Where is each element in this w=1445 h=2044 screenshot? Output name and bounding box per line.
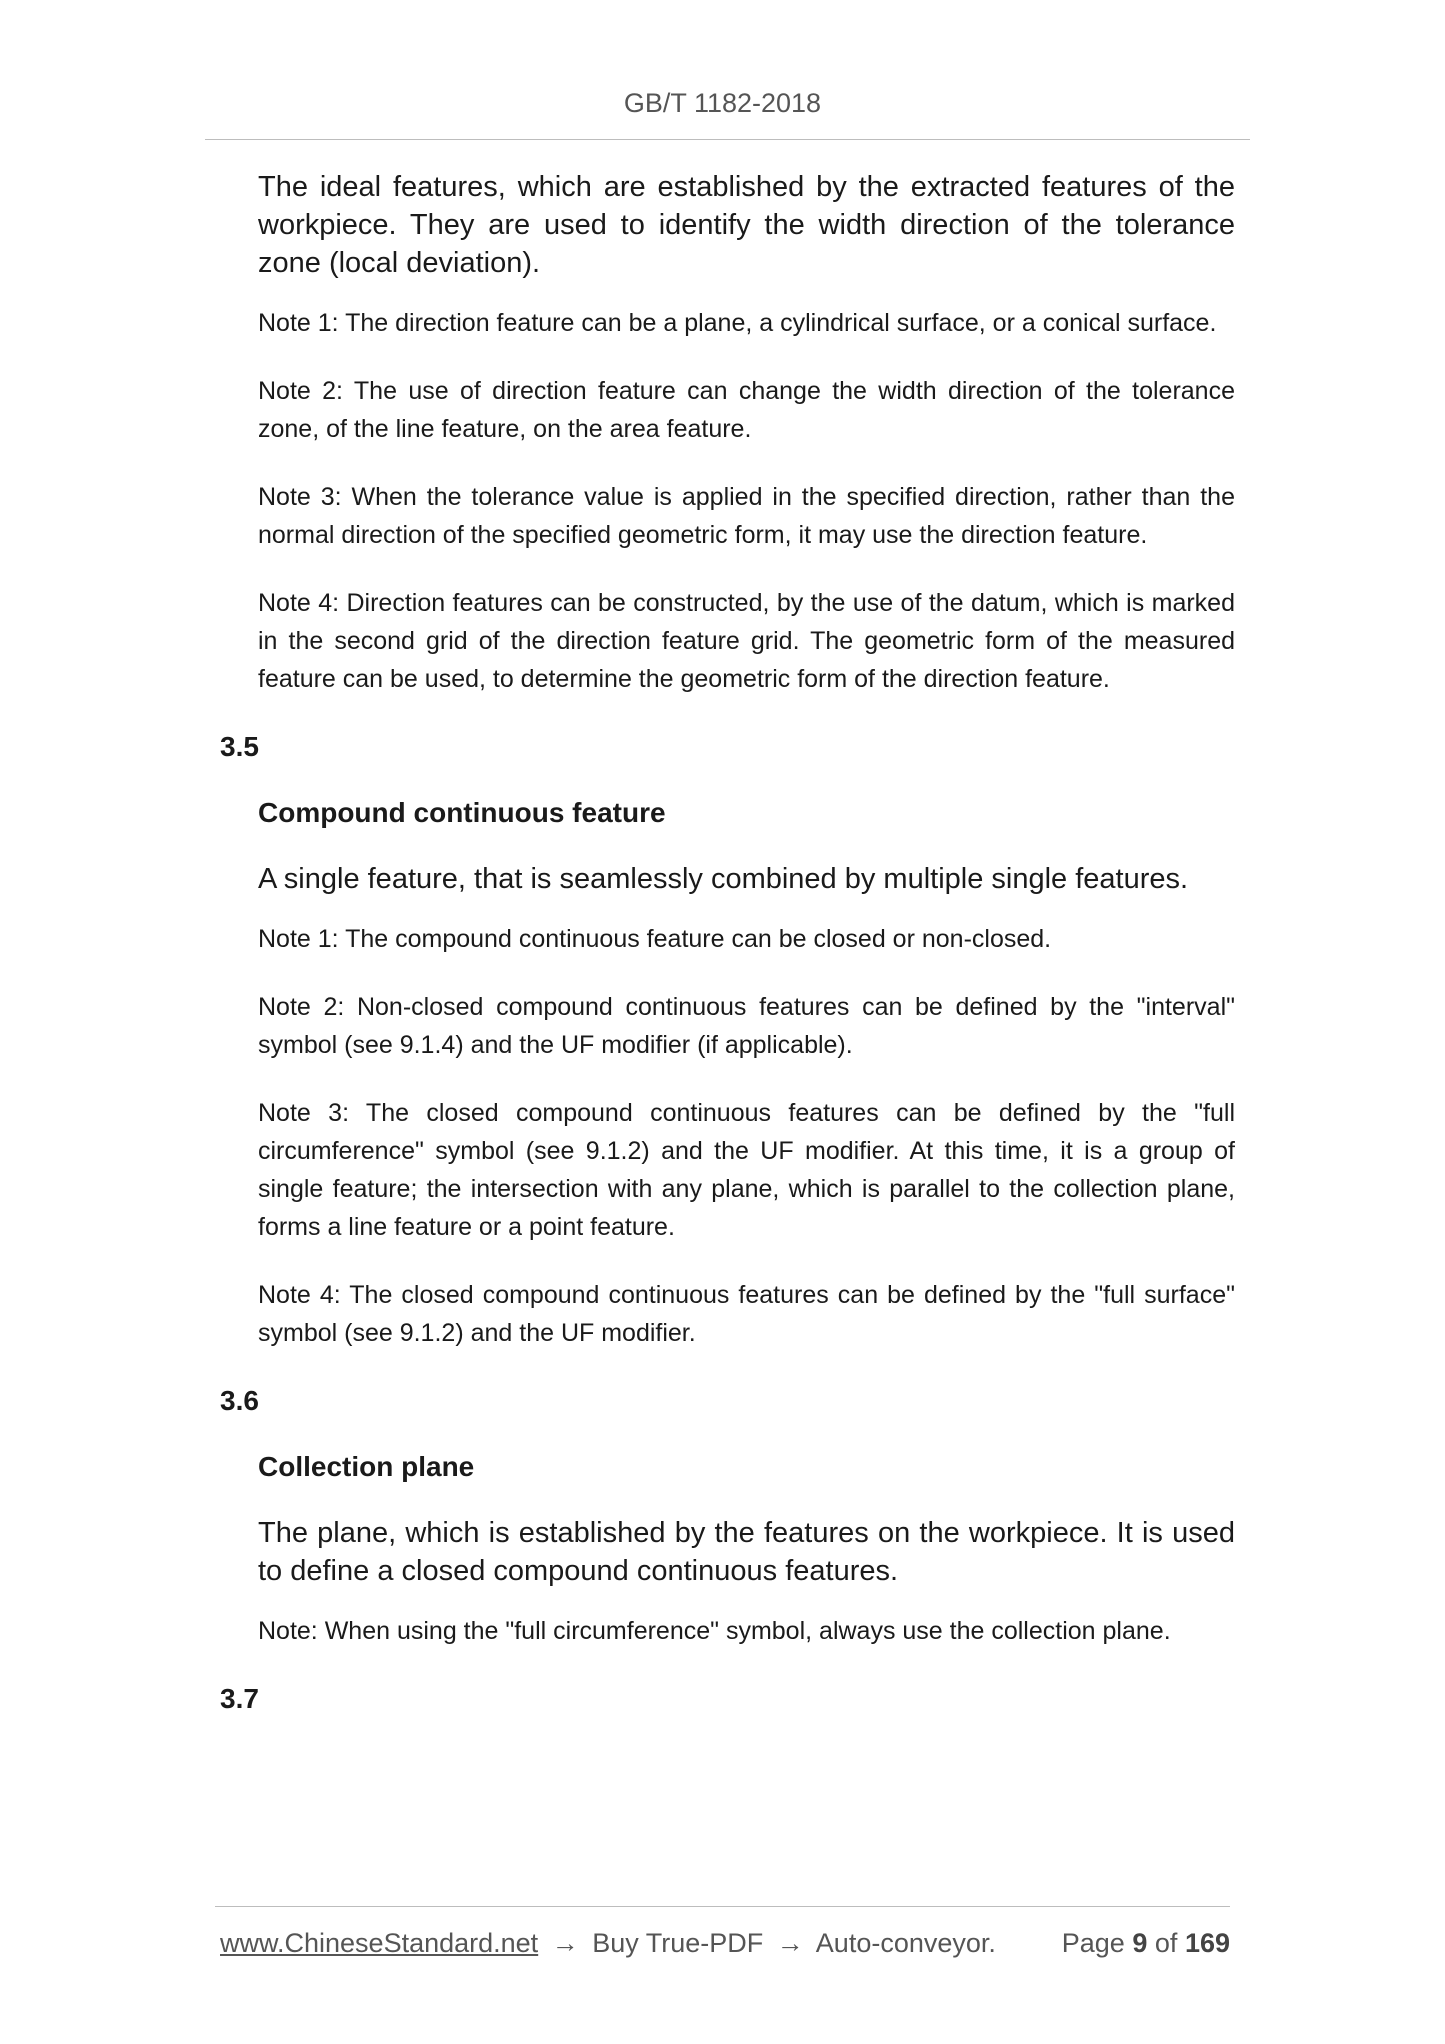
compound-note-3: Note 3: The closed compound continuous features can be defined by the "full circumference" symbol (see 9.1.2) and the UF modifier. At this time, it is a group of single feature; the intersection with any plane, which is parallel to the collection plane, forms a line feature or a point feature. bbox=[258, 1099, 1235, 1241]
intro-note-1: Note 1: The direction feature can be a plane, a cylindrical surface, or a conical surface. bbox=[258, 309, 1217, 337]
page-indicator bbox=[1062, 1925, 1230, 1961]
collection-plane-note: Note: When using the "full circumference" symbol, always use the collection plane. bbox=[258, 1617, 1171, 1645]
arrow-right-icon: → bbox=[776, 1928, 804, 1958]
intro-note-2: Note 2: The use of direction feature can change the width direction of the tolerance zone, of the line feature, on the area feature. bbox=[258, 377, 1235, 443]
page-header-standard-code: GB/T 1182-2018 bbox=[623, 88, 822, 118]
intro-note-3: Note 3: When the tolerance value is applied in the specified direction, rather than the normal direction of the specified geometric form, it may use the direction feature. bbox=[258, 483, 1235, 549]
term-title-compound-continuous-feature: Compound continuous feature bbox=[258, 797, 666, 828]
header-divider bbox=[205, 139, 1250, 140]
section-number-3-5: 3.5 bbox=[220, 731, 259, 762]
section-number-3-6: 3.6 bbox=[220, 1385, 259, 1416]
term-definition-compound-continuous-feature: A single feature, that is seamlessly combined by multiple single features. bbox=[258, 863, 1189, 895]
footer-divider bbox=[215, 1906, 1230, 1907]
document-body bbox=[220, 168, 1235, 1746]
of-label: of bbox=[1154, 1928, 1178, 1958]
intro-note-4: Note 4: Direction features can be constructed, by the use of the datum, which is marked in the second grid of the direction feature grid. The geometric form of the measured feature can be used, to determine the geometric form of the direction feature. bbox=[258, 589, 1235, 693]
chinese-standard-link[interactable]: www.ChineseStandard.net bbox=[220, 1928, 539, 1958]
term-title-collection-plane: Collection plane bbox=[258, 1451, 475, 1482]
footer-links bbox=[220, 1925, 996, 1961]
page-label: Page bbox=[1061, 1928, 1125, 1958]
intro-definition: The ideal features, which are established by the extracted features of the workpiece. They are used to identify the width direction of the tolerance zone (local deviation). bbox=[258, 171, 1235, 279]
compound-note-1: Note 1: The compound continuous feature can be closed or non-closed. bbox=[258, 925, 1052, 953]
total-pages-number: 169 bbox=[1184, 1928, 1230, 1958]
term-definition-collection-plane: The plane, which is established by the features on the workpiece. It is used to define a closed compound continuous features. bbox=[258, 1517, 1235, 1587]
auto-conveyor-text: Auto-conveyor. bbox=[815, 1928, 996, 1958]
arrow-right-icon: → bbox=[551, 1928, 579, 1958]
compound-note-2: Note 2: Non-closed compound continuous features can be defined by the "interval" symbol (see 9.1.4) and the UF modifier (if applicable). bbox=[258, 993, 1235, 1059]
current-page-number: 9 bbox=[1132, 1928, 1148, 1958]
compound-note-4: Note 4: The closed compound continuous features can be defined by the "full surface" symbol (see 9.1.2) and the UF modifier. bbox=[258, 1281, 1235, 1347]
section-number-3-7: 3.7 bbox=[220, 1683, 259, 1714]
buy-true-pdf-text: Buy True-PDF bbox=[592, 1928, 764, 1958]
